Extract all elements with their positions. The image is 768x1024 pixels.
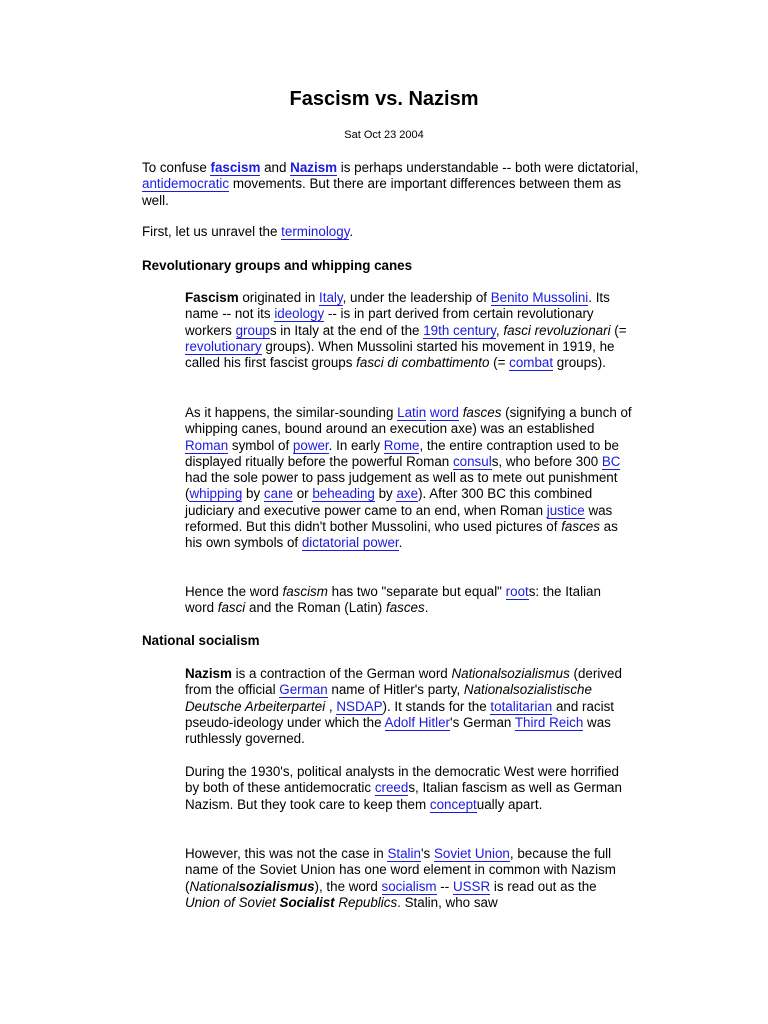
analysts-paragraph: During the 1930's, political analysts in the democratic West were horrified by both of these antidemocratic creeds, Italian fascism as well as German Nazism. But they took care to keep them conceptually apart.	[185, 764, 622, 812]
link-cane[interactable]: cane	[263, 486, 293, 502]
page-title: Fascism vs. Nazism	[289, 88, 479, 110]
link-whipping[interactable]: whipping	[189, 486, 243, 502]
link-adolf-hitler[interactable]: Adolf Hitler	[384, 714, 451, 730]
link-group[interactable]: group	[235, 322, 270, 338]
link-revolutionary[interactable]: revolutionary	[185, 338, 262, 354]
link-italy[interactable]: Italy	[319, 290, 343, 305]
link-totalitarian[interactable]: totalitarian	[490, 698, 553, 714]
section-heading-revolutionary-groups: Revolutionary groups and whipping canes	[142, 258, 413, 273]
link-creed[interactable]: creed	[374, 780, 409, 796]
link-socialism[interactable]: socialism	[381, 878, 437, 894]
link-stalin[interactable]: Stalin	[387, 846, 421, 861]
fasces-paragraph: As it happens, the similar-sounding Latin word fasces (signifying a bunch of whipping canes, bound around an execution axe) was an established Roman symbol of power. In early Rome, the entire contraption used to be displayed ritually before the powerful Roman consuls, who before 300 BC had the sole power to pass judgement as well as to mete out punishment (whipping by cane or beheading by axe). After 300 BC this combined judiciary and executive power came to an end, when Roman justice was reformed. But this didn't bother Mussolini, who used pictures of fasces as his own symbols of dictatorial power.	[185, 405, 632, 551]
link-bc[interactable]: BC	[601, 453, 621, 469]
intro-paragraph: To confuse fascism and Nazism is perhaps understandable -- both were dictatorial, antidemocratic movements. But there are important differences between them as well.	[142, 160, 639, 208]
publish-date: Sat Oct 23 2004	[344, 129, 424, 141]
link-third-reich[interactable]: Third Reich	[514, 714, 584, 730]
link-latin[interactable]: Latin	[397, 405, 427, 420]
link-terminology[interactable]: terminology	[281, 224, 350, 239]
link-19th-century[interactable]: 19th century	[423, 322, 496, 338]
link-nazism[interactable]: Nazism	[290, 160, 338, 175]
roots-paragraph: Hence the word fascism has two "separate but equal" roots: the Italian word fasci and the Roman (Latin) fasces.	[185, 584, 601, 616]
link-ideology[interactable]: ideology	[274, 306, 325, 322]
soviet-paragraph: However, this was not the case in Stalin's Soviet Union, because the full name of the Soviet Union has one word element in common with Nazism (Nationalsozialismus), the word socialism -- USSR is read out as the Union of Soviet Socialist Republics. Stalin, who saw	[185, 846, 616, 910]
link-fascism[interactable]: fascism	[210, 160, 261, 175]
link-justice[interactable]: justice	[546, 502, 585, 518]
terminology-paragraph: First, let us unravel the terminology.	[142, 224, 354, 239]
fascism-origin-paragraph: Fascism originated in Italy, under the leadership of Benito Mussolini. Its name -- not its ideology -- is in part derived from certain revolutionary workers groups in Italy at the end of the 19th century, fasci revoluzionari (= revolutionary groups). When Mussolini started his movement in 1919, he called his first fascist groups fasci di combattimento (= combat groups).	[185, 290, 627, 371]
link-root[interactable]: root	[505, 584, 529, 599]
link-soviet-union[interactable]: Soviet Union	[433, 846, 510, 861]
link-rome[interactable]: Rome	[383, 437, 420, 453]
link-concept[interactable]: concept	[429, 796, 477, 812]
link-ussr[interactable]: USSR	[452, 878, 491, 894]
link-axe[interactable]: axe	[396, 486, 419, 502]
nazism-paragraph: Nazism is a contraction of the German word Nationalsozialismus (derived from the official German name of Hitler's party, Nationalsozialistische Deutsche Arbeiterpartei , NSDAP). It stands for the totalitarian and racist pseudo-ideology under which the Adolf Hitler's German Third Reich was ruthlessly governed.	[185, 666, 622, 747]
link-nsdap[interactable]: NSDAP	[336, 698, 383, 714]
link-combat[interactable]: combat	[509, 355, 554, 371]
link-benito-mussolini[interactable]: Benito Mussolini	[490, 290, 589, 305]
link-antidemocratic[interactable]: antidemocratic	[142, 176, 230, 192]
link-beheading[interactable]: beheading	[312, 486, 375, 502]
section-heading-national-socialism: National socialism	[142, 633, 260, 648]
link-roman[interactable]: Roman	[185, 437, 229, 453]
link-power[interactable]: power	[292, 437, 329, 453]
link-word[interactable]: word	[429, 405, 459, 420]
link-german[interactable]: German	[279, 682, 328, 698]
link-dictatorial-power[interactable]: dictatorial power	[301, 535, 399, 551]
link-consul[interactable]: consul	[452, 453, 492, 469]
